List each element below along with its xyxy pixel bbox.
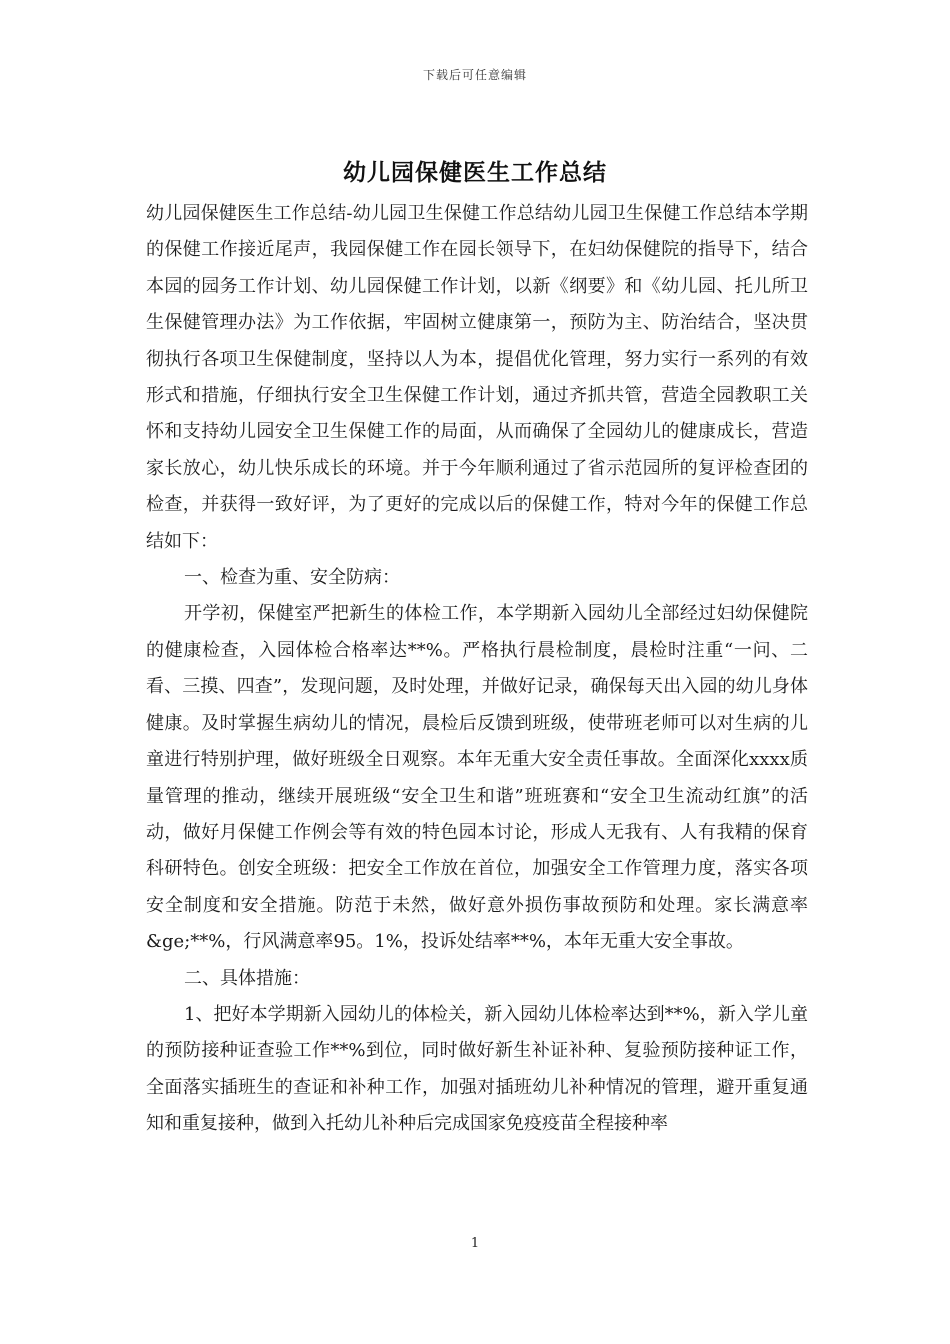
page-number: 1	[470, 1236, 480, 1251]
paragraph-section-2-item-1: 1、把好本学期新入园幼儿的体检关，新入园幼儿体检率达到**%，新入学儿童的预防接种证查验工作**%到位，同时做好新生补证补种、复验预防接种证工作，全面落实插班生的查证和补种工作，加强对插班幼儿补种情况的管理，避开重复通知和重复接种，做到入托幼儿补种后完成国家免疫疫苗全程接种率	[146, 1003, 808, 1135]
section-heading-1: 一、检查为重、安全防病：	[184, 567, 400, 589]
section-heading-2: 二、具体措施：	[184, 967, 310, 989]
paragraph-intro: 幼儿园保健医生工作总结-幼儿园卫生保健工作总结幼儿园卫生保健工作总结本学期的保健工作接近尾声，我园保健工作在园长领导下，在妇幼保健院的指导下，结合本园的园务工作计划、幼儿园保健工作计划，以新《纲要》和《幼儿园、托儿所卫生保健管理办法》为工作依据，牢固树立健康第一，预防为主、防治结合，坚决贯彻执行各项卫生保健制度，坚持以人为本，提倡优化管理，努力实行一系列的有效形式和措施，仔细执行安全卫生保健工作计划，通过齐抓共管，营造全园教职工关怀和支持幼儿园安全卫生保健工作的局面，从而确保了全园幼儿的健康成长，营造家长放心，幼儿快乐成长的环境。并于今年顺利通过了省示范园所的复评检查团的检查，并获得一致好评，为了更好的完成以后的保健工作，特对今年的保健工作总结如下：	[146, 203, 808, 552]
header-note: 下载后可任意编辑	[422, 68, 527, 82]
paragraph-section-1: 开学初，保健室严把新生的体检工作，本学期新入园幼儿全部经过妇幼保健院的健康检查，入园体检合格率达**%。严格执行晨检制度，晨检时注重“一问、二看、三摸、四查”，发现问题，及时处理，并做好记录，确保每天出入园的幼儿身体健康。及时掌握生病幼儿的情况，晨检后反馈到班级，使带班老师可以对生病的儿童进行特别护理，做好班级全日观察。本年无重大安全责任事故。全面深化xxxx质量管理的推动，继续开展班级“安全卫生和谐”班班赛和“安全卫生流动红旗”的活动，做好月保健工作例会等有效的特色园本讨论，形成人无我有、人有我精的保育科研特色。创安全班级：把安全工作放在首位，加强安全工作管理力度，落实各项安全制度和安全措施。防范于未然，做好意外损伤事故预防和处理。家长满意率&ge;**%，行风满意率95。1%，投诉处结率**%，本年无重大安全事故。	[146, 603, 808, 953]
document-body	[146, 196, 808, 1143]
document-title: 幼儿园保健医生工作总结	[343, 160, 607, 186]
